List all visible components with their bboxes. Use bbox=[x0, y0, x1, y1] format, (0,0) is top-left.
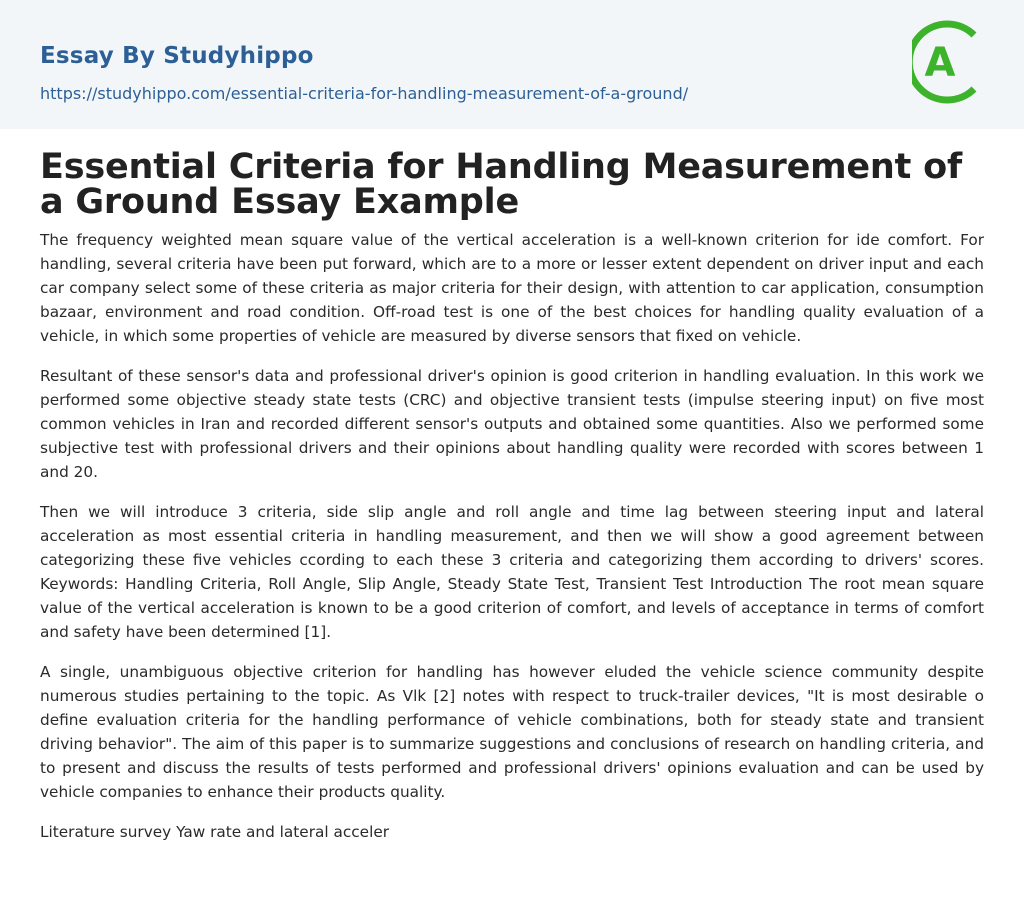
paragraph: Resultant of these sensor's data and professional driver's opinion is good criterion in handling evaluation. In this work we performed some objective steady state tests (CRC) and objective transient tests (impulse steering input) on five most common vehicles in Iran and recorded different sensor's outputs and obtained some quantities. Also we performed some subjective test with professional drivers and their opinions about handling quality were recorded with scores between 1 and 20. bbox=[40, 367, 984, 481]
paragraph: The frequency weighted mean square value of the vertical acceleration is a well-known criterion for ide comfort. For handling, several criteria have been put forward, which are to a more or lesser extent dependent on driver input and each car company select some of these criteria as major criteria for their design, with attention to car application, consumption bazaar, environment and road condition. Off-road test is one of the best choices for handling quality evaluation of a vehicle, in which some properties of vehicle are measured by diverse sensors that fixed on vehicle. bbox=[40, 231, 984, 345]
paragraph: Literature survey Yaw rate and lateral acceler bbox=[40, 823, 390, 841]
logo-letter: A bbox=[924, 40, 956, 86]
article-body bbox=[40, 228, 984, 860]
site-name[interactable]: Essay By Studyhippo bbox=[40, 43, 314, 69]
paragraph: Then we will introduce 3 criteria, side slip angle and roll angle and time lag between steering input and lateral acceleration as most essential criteria in handling measurement, and then we will show a good agreement between categorizing these five vehicles ccording to each these 3 criteria and categorizing them according to drivers' scores. Keywords: Handling Criteria, Roll Angle, Slip Angle, Steady State Test, Transient Test Introduction The root mean square value of the vertical acceleration is known to be a good criterion of comfort, and levels of acceptance in terms of comfort and safety have been determined [1]. bbox=[40, 503, 984, 641]
site-header bbox=[0, 0, 1024, 129]
article-url-link[interactable]: https://studyhippo.com/essential-criteria-for-handling-measurement-of-a-ground/ bbox=[40, 84, 689, 103]
page-title: Essential Criteria for Handling Measurement of a Ground Essay Example bbox=[40, 147, 963, 222]
studyhippo-logo-icon[interactable] bbox=[912, 19, 986, 105]
paragraph: A single, unambiguous objective criterion for handling has however eluded the vehicle science community despite numerous studies pertaining to the topic. As Vlk [2] notes with respect to truck-trailer devices, "It is most desirable o define evaluation criteria for the handling performance of vehicle combinations, both for steady state and transient driving behavior". The aim of this paper is to summarize suggestions and conclusions of research on handling criteria, and to present and discuss the results of tests performed and professional drivers' opinions evaluation and can be used by vehicle companies to enhance their products quality. bbox=[40, 663, 984, 801]
